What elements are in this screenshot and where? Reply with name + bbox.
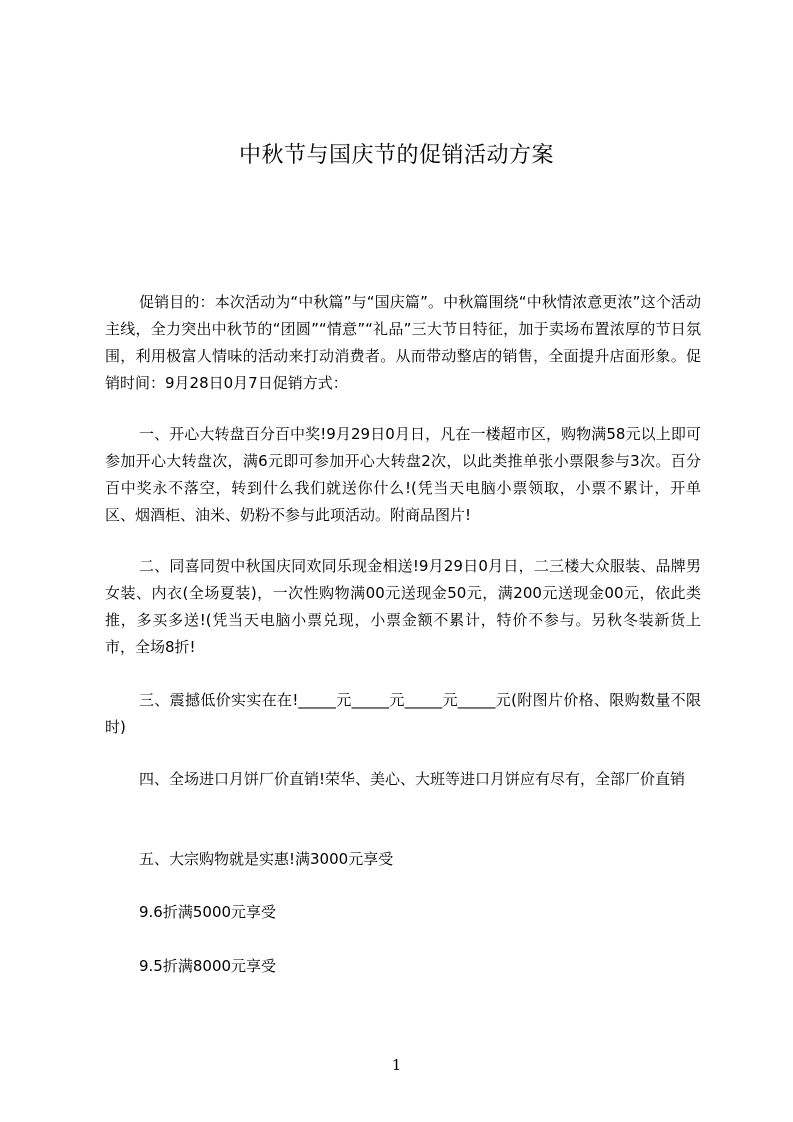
paragraph-item-4: 四、全场进口月饼厂价直销!荣华、美心、大班等进口月饼应有尽有，全部厂价直销 <box>139 770 686 788</box>
paragraph-item-3: 三、震撼低价实实在在!_____元_____元_____元_____元(附图片价格、限购数量不限时) <box>105 691 701 736</box>
paragraph-discount-8000: 9.5折满8000元享受 <box>139 957 277 975</box>
paragraph-item-5: 五、大宗购物就是实惠!满3000元享受 <box>139 850 394 868</box>
document-title: 中秋节与国庆节的促销活动方案 <box>238 143 554 168</box>
paragraph-item-2: 二、同喜同贺中秋国庆同欢同乐现金相送!9月29日0月日，二三楼大众服装、品牌男女装、内衣(全场夏装)，一次性购物满00元送现金50元，满200元送现金00元，依此类推，多买多送!(凭当天电脑小票兑现，小票金额不累计，特价不参与。另秋冬装新货上市，全场8折! <box>105 557 701 656</box>
paragraph-item-1: 一、开心大转盘百分百中奖!9月29日0月日，凡在一楼超市区，购物满58元以上即可参加开心大转盘次，满6元即可参加开心大转盘2次，以此类推单张小票限参与3次。百分百中奖永不落空，转到什么我们就送你什么!(凭当天电脑小票领取，小票不累计，开单区、烟酒柜、油米、奶粉不参与此项活动。附商品图片! <box>105 425 701 524</box>
page-number: 1 <box>391 1056 402 1074</box>
paragraph-discount-5000: 9.6折满5000元享受 <box>139 903 277 921</box>
paragraph-purpose: 促销目的：本次活动为“中秋篇”与“国庆篇”。中秋篇围绕“中秋情浓意更浓”这个活动主线，全力突出中秋节的“团圆”“情意”“礼品”三大节日特征，加于卖场布置浓厚的节日氛围，利用极富人情味的活动来打动消费者。从而带动整店的销售，全面提升店面形象。促销时间：9月28日0月7日促销方式： <box>105 293 701 392</box>
